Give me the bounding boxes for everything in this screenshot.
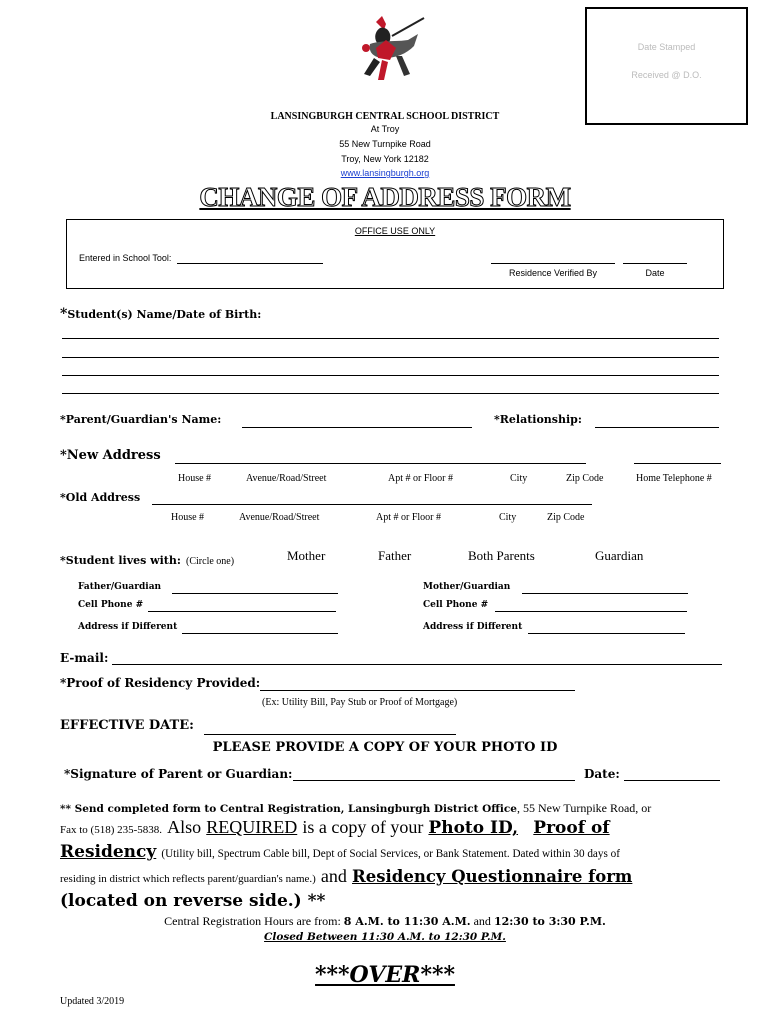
instructions-line-3: Residency (Utility bill, Spectrum Cable bill, Dept of Social Services, or Bank Statement. Dated within 30 days of bbox=[60, 842, 620, 862]
old-street-col: Avenue/Road/Street bbox=[239, 512, 320, 523]
relationship-label: *Relationship: bbox=[494, 413, 582, 426]
new-phone-col: Home Telephone # bbox=[636, 473, 712, 484]
district-at: At Troy bbox=[370, 124, 400, 134]
student-line-1[interactable] bbox=[62, 338, 719, 339]
proof-residency-label: *Proof of Residency Provided: bbox=[60, 676, 261, 690]
option-guardian[interactable]: Guardian bbox=[595, 548, 644, 563]
father-cell-label: Cell Phone # bbox=[78, 600, 144, 610]
signature-date-label: Date: bbox=[584, 767, 620, 781]
parent-name-label: *Parent/Guardian's Name: bbox=[60, 413, 222, 426]
office-use-box bbox=[66, 219, 724, 289]
date-stamped-label: Date Stamped bbox=[637, 42, 696, 52]
entered-school-tool-field[interactable] bbox=[177, 263, 323, 264]
father-address-label: Address if Different bbox=[78, 622, 178, 632]
instructions-line-5: (located on reverse side.) ** bbox=[60, 891, 326, 911]
old-address-label: *Old Address bbox=[60, 491, 141, 504]
form-title: CHANGE OF ADDRESS FORM bbox=[199, 182, 571, 212]
students-label: *Student(s) Name/Date of Birth: bbox=[60, 306, 262, 322]
relationship-field[interactable] bbox=[595, 427, 719, 428]
knight-logo-icon bbox=[356, 14, 426, 86]
father-guardian-label: Father/Guardian bbox=[78, 582, 162, 592]
father-cell-field[interactable] bbox=[148, 611, 336, 612]
entered-school-tool-label: Entered in School Tool: bbox=[79, 253, 172, 263]
district-street: 55 New Turnpike Road bbox=[339, 139, 431, 149]
option-mother[interactable]: Mother bbox=[287, 548, 326, 563]
office-date-field[interactable] bbox=[623, 263, 687, 264]
signature-label: *Signature of Parent or Guardian: bbox=[64, 767, 293, 781]
new-address-field[interactable] bbox=[175, 463, 586, 464]
student-line-3[interactable] bbox=[62, 375, 719, 376]
email-label: E-mail: bbox=[60, 651, 109, 665]
date-stamp-box bbox=[585, 7, 748, 125]
effective-date-label: EFFECTIVE DATE: bbox=[60, 718, 194, 733]
district-website-link[interactable]: www.lansingburgh.org bbox=[340, 168, 430, 178]
signature-date-field[interactable] bbox=[624, 780, 720, 781]
father-address-field[interactable] bbox=[182, 633, 338, 634]
old-apt-col: Apt # or Floor # bbox=[376, 512, 441, 523]
closed-hours: Closed Between 11:30 A.M. to 12:30 P.M. bbox=[264, 931, 506, 943]
new-city-col: City bbox=[510, 473, 528, 484]
old-city-col: City bbox=[499, 512, 517, 523]
instructions-line-4: residing in district which reflects parent/guardian's name.) and Residency Questionnaire form bbox=[60, 866, 633, 886]
mother-cell-field[interactable] bbox=[495, 611, 687, 612]
home-telephone-field[interactable] bbox=[634, 463, 721, 464]
received-label: Received @ D.O. bbox=[631, 70, 702, 80]
old-house-col: House # bbox=[171, 512, 205, 523]
new-house-col: House # bbox=[178, 473, 212, 484]
instructions-line-2: Fax to (518) 235-5838. Also REQUIRED is a copy of your Photo ID, Proof of bbox=[60, 817, 610, 838]
parent-name-field[interactable] bbox=[242, 427, 472, 428]
lives-with-label: *Student lives with: (Circle one) bbox=[60, 554, 235, 567]
mother-guardian-field[interactable] bbox=[522, 593, 688, 594]
signature-field[interactable] bbox=[293, 780, 575, 781]
new-zip-col: Zip Code bbox=[566, 473, 604, 484]
new-street-col: Avenue/Road/Street bbox=[246, 473, 327, 484]
email-field[interactable] bbox=[112, 664, 722, 665]
over-notice: ***OVER*** bbox=[315, 962, 455, 988]
proof-residency-field[interactable] bbox=[260, 690, 575, 691]
office-date-label: Date bbox=[645, 268, 665, 278]
updated-date: Updated 3/2019 bbox=[60, 996, 125, 1007]
effective-date-field[interactable] bbox=[204, 734, 456, 735]
option-father[interactable]: Father bbox=[378, 548, 412, 563]
new-address-label: *New Address bbox=[60, 448, 161, 463]
district-city: Troy, New York 12182 bbox=[341, 154, 429, 164]
mother-address-label: Address if Different bbox=[423, 622, 523, 632]
residence-verified-label: Residence Verified By bbox=[508, 268, 598, 278]
office-use-heading: OFFICE USE ONLY bbox=[354, 226, 436, 236]
mother-address-field[interactable] bbox=[528, 633, 685, 634]
student-line-4[interactable] bbox=[62, 393, 719, 394]
photo-id-notice: PLEASE PROVIDE A COPY OF YOUR PHOTO ID bbox=[212, 740, 558, 755]
mother-cell-label: Cell Phone # bbox=[423, 600, 489, 610]
instructions-line-1: ** Send completed form to Central Registration, Lansingburgh District Office, 55 New Turnpike Road, or bbox=[60, 801, 652, 815]
old-address-field[interactable] bbox=[152, 504, 592, 505]
old-zip-col: Zip Code bbox=[547, 512, 585, 523]
residence-verified-field[interactable] bbox=[491, 263, 615, 264]
mother-guardian-label: Mother/Guardian bbox=[423, 582, 511, 592]
student-line-2[interactable] bbox=[62, 357, 719, 358]
proof-residency-example: (Ex: Utility Bill, Pay Stub or Proof of Mortgage) bbox=[262, 697, 458, 708]
option-both-parents[interactable]: Both Parents bbox=[468, 548, 535, 563]
father-guardian-field[interactable] bbox=[172, 593, 338, 594]
district-name: LANSINGBURGH CENTRAL SCHOOL DISTRICT bbox=[270, 111, 500, 122]
registration-hours: Central Registration Hours are from: 8 A.M. to 11:30 A.M. and 12:30 to 3:30 P.M. bbox=[164, 914, 606, 928]
new-apt-col: Apt # or Floor # bbox=[388, 473, 453, 484]
